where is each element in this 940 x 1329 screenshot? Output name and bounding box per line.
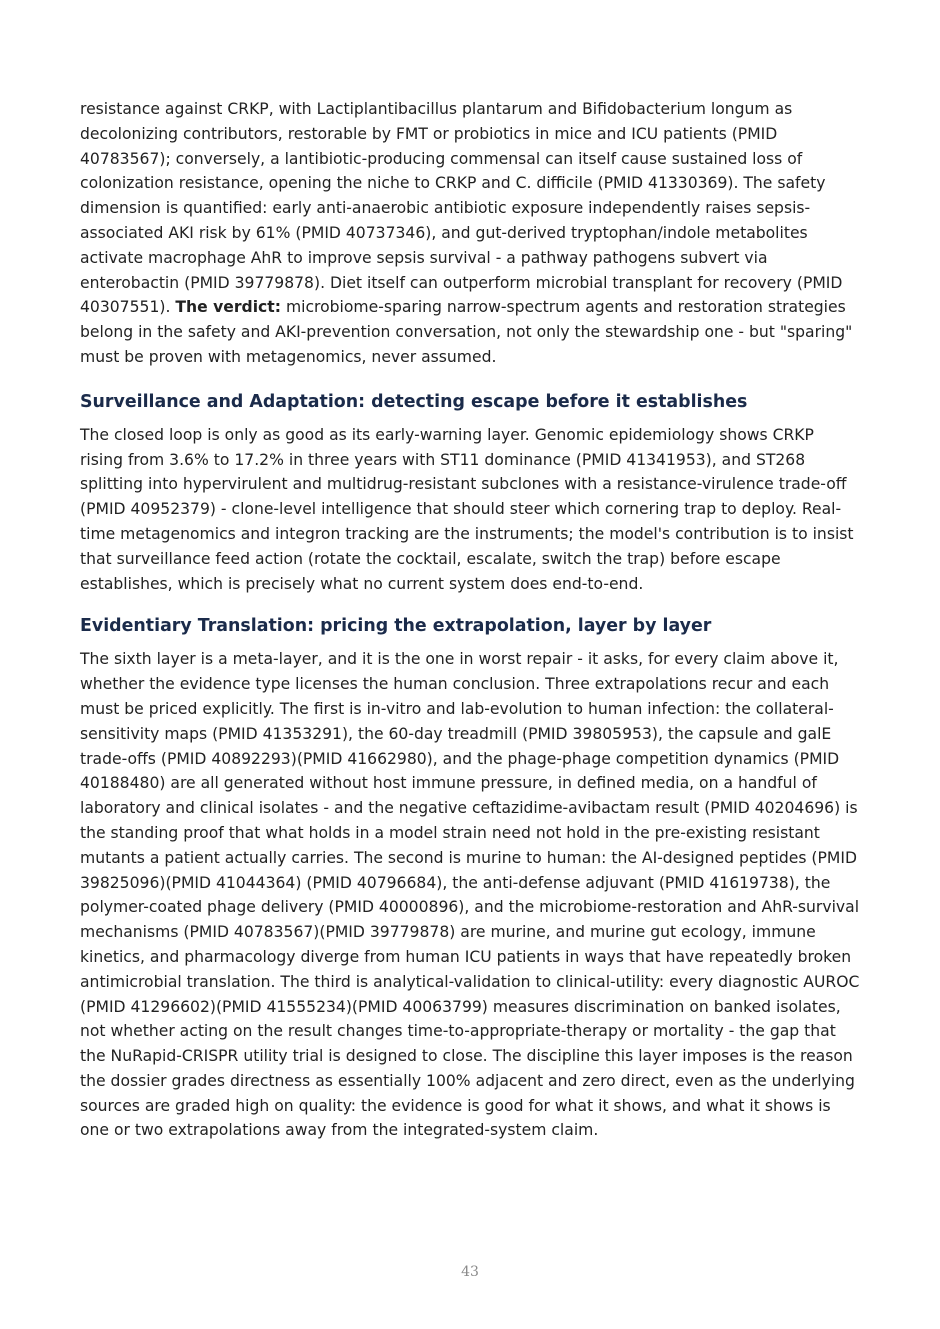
page-number: 43 (461, 1264, 479, 1280)
section-heading-evidentiary-translation: Evidentiary Translation: pricing the extrapolation, layer by layer (80, 616, 712, 637)
paragraph-text-continued: microbiome-sparing narrow-spectrum agents and restoration strategies belong in the safety and AKI-prevention conversation, not only the stewardship one - but "sparing" must be proven with metagenomics, never assumed. (80, 298, 853, 366)
body-paragraph-microbiome (80, 97, 860, 370)
section-heading-surveillance: Surveillance and Adaptation: detecting escape before it establishes (80, 391, 748, 412)
page-content (80, 97, 860, 1143)
paragraph-text: resistance against CRKP, with Lactiplantibacillus plantarum and Bifidobacterium longum as decolonizing contributors, restorable by FMT or probiotics in mice and ICU patients (PMID 40783567); conversely, a lantibiotic-producing commensal can itself cause sustained loss of colonization resistance, opening the niche to CRKP and C. difficile (PMID 41330369). The safety dimension is quantified: early anti-anaerobic antibiotic exposure independently raises sepsis-associated AKI risk by 61% (PMID 40737346), and gut-derived tryptophan/indole metabolites activate macrophage AhR to improve sepsis survival - a pathway pathogens subvert via enterobactin (PMID 39779878). Diet itself can outperform microbial transplant for recovery (PMID 40307551). (80, 100, 843, 317)
body-paragraph-surveillance: The closed loop is only as good as its early-warning layer. Genomic epidemiology shows CRKP rising from 3.6% to 17.2% in three years with ST11 dominance (PMID 41341953), and ST268 splitting into hypervirulent and multidrug-resistant subclones with a resistance-virulence trade-off (PMID 40952379) - clone-level intelligence that should steer which cornering trap to deploy. Real-time metagenomics and integron tracking are the instruments; the model's contribution is to insist that surveillance feed action (rotate the cocktail, escalate, switch the trap) before escape establishes, which is precisely what no current system does end-to-end. (80, 425, 854, 593)
body-paragraph-evidentiary-translation: The sixth layer is a meta-layer, and it is the one in worst repair - it asks, for every claim above it, whether the evidence type licenses the human conclusion. Three extrapolations recur and each must be priced explicitly. The first is in-vitro and lab-evolution to human infection: the collateral-sensitivity maps (PMID 41353291), the 60-day treadmill (PMID 39805953), the capsule and galE trade-offs (PMID 40892293)(PMID 41662980), and the phage-phage competition dynamics (PMID 40188480) are all generated without host immune pressure, in defined media, on a handful of laboratory and clinical isolates - and the negative ceftazidime-avibactam result (PMID 40204696) is the standing proof that what holds in a model strain need not hold in the pre-existing resistant mutants a patient actually carries. The second is murine to human: the AI-designed peptides (PMID 39825096)(PMID 41044364) (PMID 40796684), the anti-defense adjuvant (PMID 41619738), the polymer-coated phage delivery (PMID 40000896), and the microbiome-restoration and AhR-survival mechanisms (PMID 40783567)(PMID 39779878) are murine, and murine gut ecology, immune kinetics, and pharmacology diverge from human ICU patients in ways that have repeatedly broken antimicrobial translation. The third is analytical-validation to clinical-utility: every diagnostic AUROC (PMID 41296602)(PMID 41555234)(PMID 40063799) measures discrimination on banked isolates, not whether acting on the result changes time-to-appropriate-therapy or mortality - the gap that the NuRapid-CRISPR utility trial is designed to close. The discipline this layer imposes is the reason the dossier grades directness as essentially 100% adjacent and zero direct, even as the underlying sources are graded high on quality: the evidence is good for what it shows, and what it shows is one or two extrapolations away from the integrated-system claim. (80, 650, 860, 1140)
verdict-label: The verdict: (175, 298, 281, 317)
